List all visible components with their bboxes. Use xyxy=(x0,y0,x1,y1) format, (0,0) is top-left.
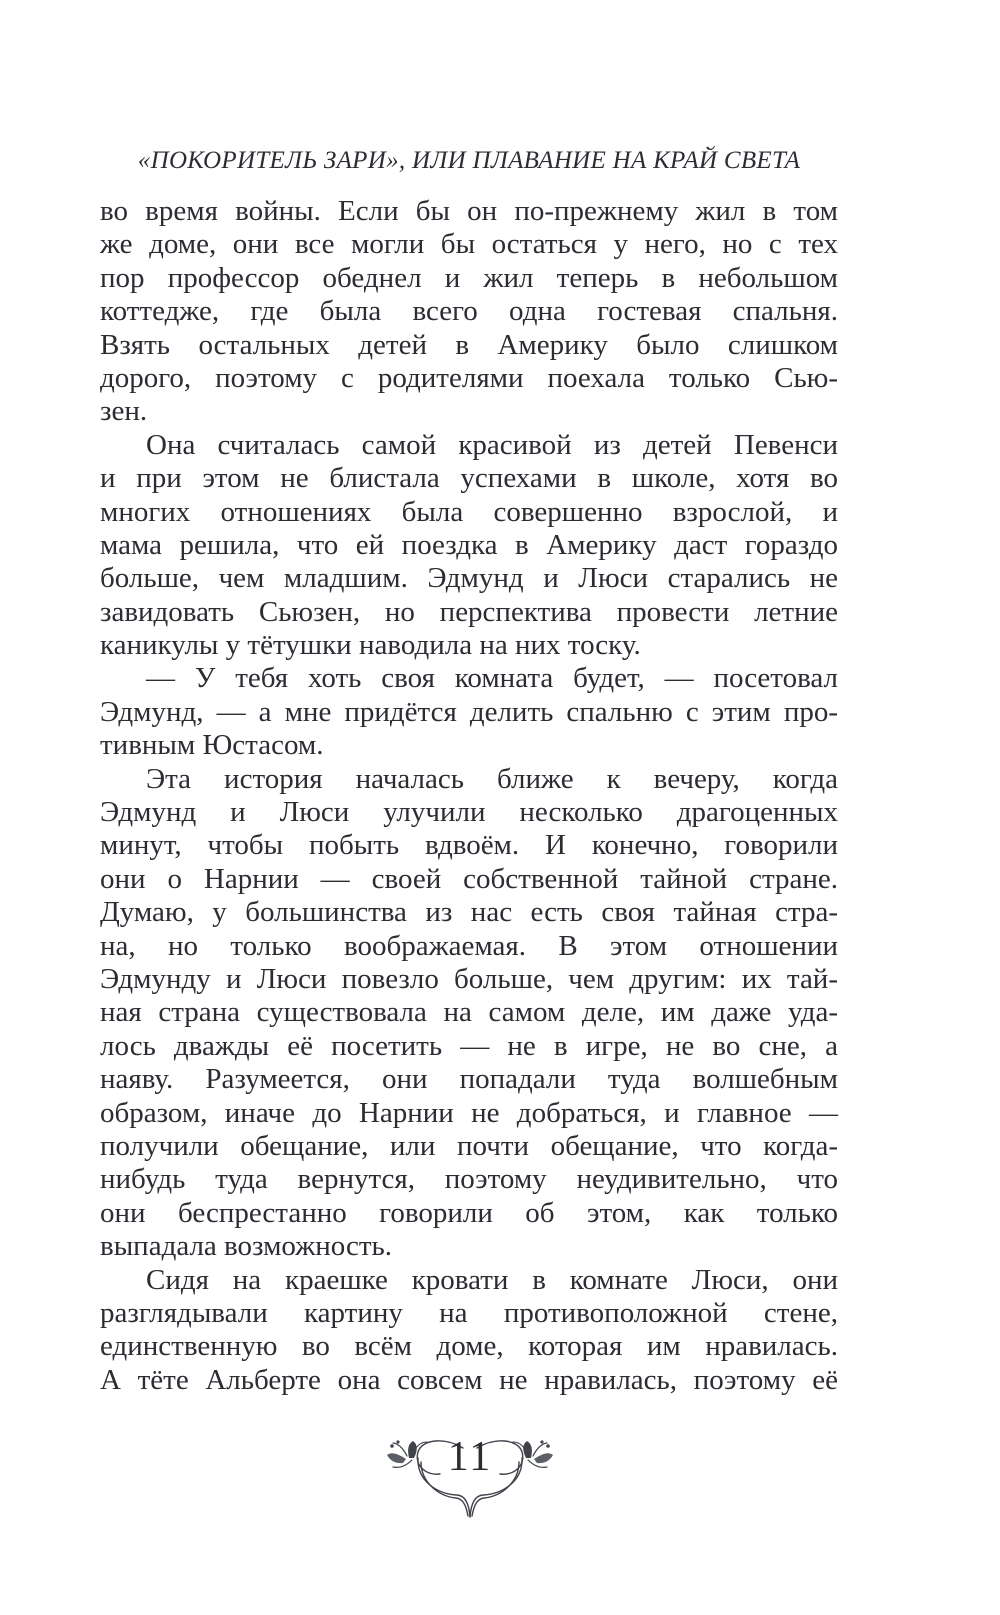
text-line: завидовать Сьюзен, но перспектива провести летние xyxy=(100,595,838,628)
text-line: единственную во всём доме, которая им нравилась. xyxy=(100,1330,838,1363)
text-line: многих отношениях была совершенно взрослой, и xyxy=(100,495,838,528)
running-header: «ПОКОРИТЕЛЬ ЗАРИ», ИЛИ ПЛАВАНИЕ НА КРАЙ СВЕТА xyxy=(137,147,801,174)
text-line: и при этом не блистала успехами в школе, хотя во xyxy=(100,462,838,495)
text-line: наяву. Разумеется, они попадали туда волшебным xyxy=(100,1063,838,1096)
text-line: каникулы у тётушки наводила на них тоску. xyxy=(100,629,641,662)
text-line: они беспрестанно говорили об этом, как только xyxy=(100,1196,838,1229)
text-line: коттедже, где была всего одна гостевая спальня. xyxy=(100,295,838,328)
page-number: 11 xyxy=(447,1434,493,1480)
text-line: Эдмунд, — а мне придётся делить спальню с этим про- xyxy=(100,695,838,728)
text-line: Она считалась самой красивой из детей Певенси xyxy=(146,428,838,461)
text-line: они о Нарнии — своей собственной тайной стране. xyxy=(100,862,838,895)
text-line: зен. xyxy=(100,395,148,428)
text-line: А тёте Альберте она совсем не нравилась, поэтому её xyxy=(100,1363,838,1396)
body-text xyxy=(100,195,838,1397)
text-line: больше, чем младшим. Эдмунд и Люси старались не xyxy=(100,562,838,595)
text-line: тивным Юстасом. xyxy=(100,729,324,762)
text-line: Взять остальных детей в Америку было слишком xyxy=(100,328,838,361)
text-line: же доме, они все могли бы остаться у него, но с тех xyxy=(100,228,838,261)
text-line: разглядывали картину на противоположной стене, xyxy=(100,1296,838,1329)
text-line: на, но только воображаемая. В этом отношении xyxy=(100,929,838,962)
text-line: во время войны. Если бы он по-прежнему жил в том xyxy=(100,195,838,227)
text-line: Эдмунду и Люси повезло больше, чем другим: их тай- xyxy=(100,962,838,995)
text-line: минут, чтобы побыть вдвоём. И конечно, говорили xyxy=(100,829,838,862)
text-line: Эта история началась ближе к вечеру, когда xyxy=(146,762,838,795)
text-line: образом, иначе до Нарнии не добраться, и главное — xyxy=(100,1096,838,1129)
text-line: получили обещание, или почти обещание, что когда- xyxy=(100,1129,838,1162)
text-line: мама решила, что ей поездка в Америку даст гораздо xyxy=(100,528,838,561)
text-line: пор профессор обеднел и жил теперь в небольшом xyxy=(100,261,838,294)
text-line: — У тебя хоть своя комната будет, — посетовал xyxy=(146,662,838,695)
text-line: Думаю, у большинства из нас есть своя тайная стра- xyxy=(100,896,838,929)
text-line: Сидя на краешке кровати в комнате Люси, они xyxy=(146,1263,838,1296)
text-line: ная страна существовала на самом деле, им даже уда- xyxy=(100,996,838,1029)
text-line: нибудь туда вернутся, поэтому неудивительно, что xyxy=(100,1163,838,1196)
page-footer xyxy=(385,1436,555,1528)
text-line: выпадала возможность. xyxy=(100,1230,393,1263)
text-line: лось дважды её посетить — не в игре, не во сне, а xyxy=(100,1029,838,1062)
text-line: Эдмунд и Люси улучили несколько драгоценных xyxy=(100,796,838,829)
text-line: дорого, поэтому с родителями поехала только Сью- xyxy=(100,361,838,394)
